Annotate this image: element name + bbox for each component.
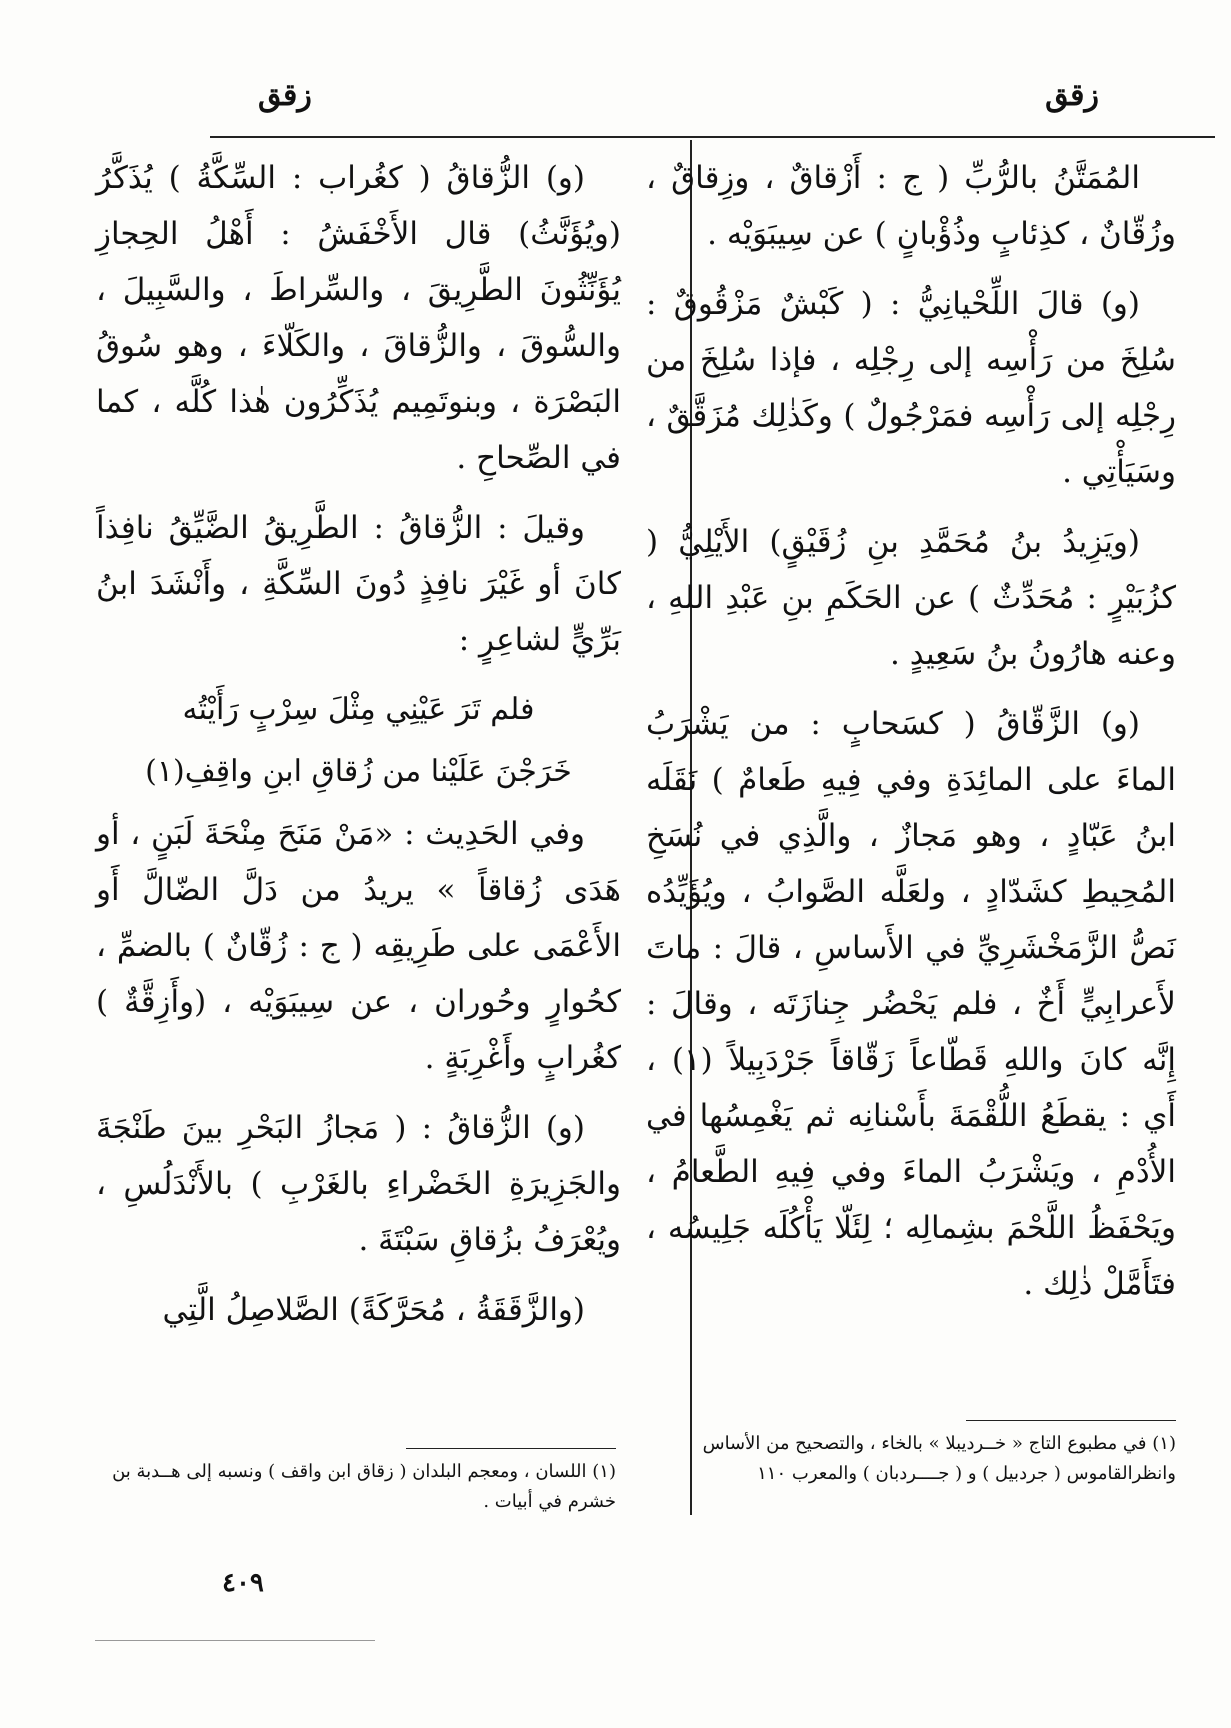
entry-paragraph: المُمَتَّنُ بالرُّبِّ ( ج : أَزْقاقٌ ، وزِقاقٌ ، وزُقّانٌ ، كذِئابٍ وذُؤْبانٍ ) عن سِيبَوَيْه . — [646, 160, 1176, 252]
footnote-text: (١) في مطبوع التاج « خــرديبلا » بالخاء ، والتصحيح من الأساس وانظرالقاموس ( جردبيل ) و ( جــــردبان ) والمعرب ١١٠ — [702, 1433, 1176, 1484]
footnote-right — [636, 1420, 1176, 1489]
verse-line-1: فلم تَرَ عَيْنِي مِثْلَ سِرْبٍ رَأَيْتُه — [182, 692, 535, 727]
entry-paragraph: (و) الزَّقّاقُ ( كسَحابٍ : من يَشْرَبُ الماءَ على المائِدَةِ وفي فِيهِ طَعامٌ ) نَقَلَه ابنُ عَبّادٍ ، وهو مَجازٌ ، والَّذِي في نُسَخِ المُحِيطِ كشَدّادٍ ، ولعَلَّه الصَّوابُ ، ويُؤَيِّدُه نَصُّ الزَّمَخْشَرِيِّ في الأَساسِ ، قالَ : ماتَ لأَعرابِيٍّ أَخٌ ، فلم يَحْضُر جِنازَتَه ، وقالَ : إِنَّه كانَ واللهِ قَطّاعاً زَقّاقاً جَرْدَبِيلاً (١) ، أَي : يقطَعُ اللُّقْمَةَ بأَسْنانِه ثم يَغْمِسُها في الأُدْمِ ، ويَشْرَبُ الماءَ وفي فِيهِ الطَّعامُ ، ويَحْفَظُ اللَّحْمَ بشِمالِه ؛ لِئَلّا يَأْكُلَه جَلِيسُه ، فتَأَمَّلْ ذٰلِك . — [646, 706, 1176, 1302]
header-rule — [210, 136, 1215, 138]
entry-paragraph: (و) قالَ اللِّحْيانِيُّ : ( كَبْشٌ مَزْقُوقٌ : سُلِخَ من رَأْسِه إلى رِجْلِه ، فإذا سُلِخَ من رِجْلِه إلى رَأْسِه فمَرْجُولٌ ) وكَذٰلِك مُزَقَّقٌ ، وسَيَأْتِي . — [646, 286, 1176, 490]
footnote-rule — [406, 1448, 616, 1449]
left-column — [96, 150, 621, 1352]
footnote-left — [106, 1448, 616, 1517]
page-number: ٤٠٩ — [222, 1568, 264, 1598]
entry-paragraph: وقيلَ : الزُّقاقُ : الطَّرِيقُ الضَّيِّقُ نافِذاً كانَ أو غَيْرَ نافِذٍ دُونَ السِّكَّةِ ، وأَنْشَدَ ابنُ بَرِّيٍّ لشاعِرٍ : — [96, 510, 621, 658]
right-column — [646, 150, 1176, 1326]
bottom-rule — [95, 1640, 375, 1641]
entry-paragraph: (والزَّقَقَةُ ، مُحَرَّكَةً) الصَّلاصِلُ الَّتِي — [162, 1292, 585, 1328]
entry-paragraph: (ويَزِيدُ بنُ مُحَمَّدِ بنِ زُقَيْقٍ) الأَيْلِيُّ ( كزُبَيْرٍ : مُحَدِّثٌ ) عن الحَكَمِ بنِ عَبْدِ اللهِ ، وعنه هارُونُ بنُ سَعِيدٍ . — [646, 524, 1176, 672]
entry-paragraph: (و) الزُّقاقُ ( كغُراب : السِّكَّةُ ) يُذَكَّرُ (ويُؤَنَّثُ) قال الأَخْفَشُ : أَهْلُ الحِجازِ يُؤَنِّثُونَ الطَّرِيقَ ، والسِّراطَ ، والسَّبِيلَ ، والسُّوقَ ، والزُّقاقَ ، والكَلّاءَ ، وهو سُوقُ البَصْرَة ، وبنوتَمِيم يُذَكِّرُون هٰذا كُلَّه ، كما في الصِّحاحِ . — [96, 160, 621, 476]
header-root-word-right: زقق — [1045, 78, 1099, 113]
header-root-word-left: زقق — [258, 78, 312, 113]
entry-paragraph: (و) الزُّقاقُ : ( مَجازُ البَحْرِ بينَ طَنْجَةَ والجَزِيرَةِ الخَضْراءِ بالغَرْبِ ) بالأَنْدَلُسِ ، ويُعْرَفُ بزُقاقِ سَبْتَةَ . — [96, 1110, 621, 1258]
footnote-text: (١) اللسان ، ومعجم البلدان ( زقاق ابن واقف ) ونسبه إلى هــدبة بن خشرم في أبيات . — [112, 1461, 616, 1512]
footnote-rule — [966, 1420, 1176, 1421]
verse-line-2: خَرَجْنَ عَلَيْنا من زُقاقِ ابنِ واقِفِ(١) — [145, 754, 572, 789]
entry-paragraph: وفي الحَدِيث : «مَنْ مَنَحَ مِنْحَةَ لَبَنٍ ، أو هَدَى زُقاقاً » يريدُ من دَلَّ الضّالَّ أَو الأَعْمَى على طَرِيقِه ( ج : زُقّانٌ ) بالضمِّ ، كحُوارٍ وحُوران ، عن سِيبَوَيْه ، (وأَزِقَّةٌ ) كغُرابٍ وأَغْرِبَةٍ . — [96, 816, 621, 1076]
